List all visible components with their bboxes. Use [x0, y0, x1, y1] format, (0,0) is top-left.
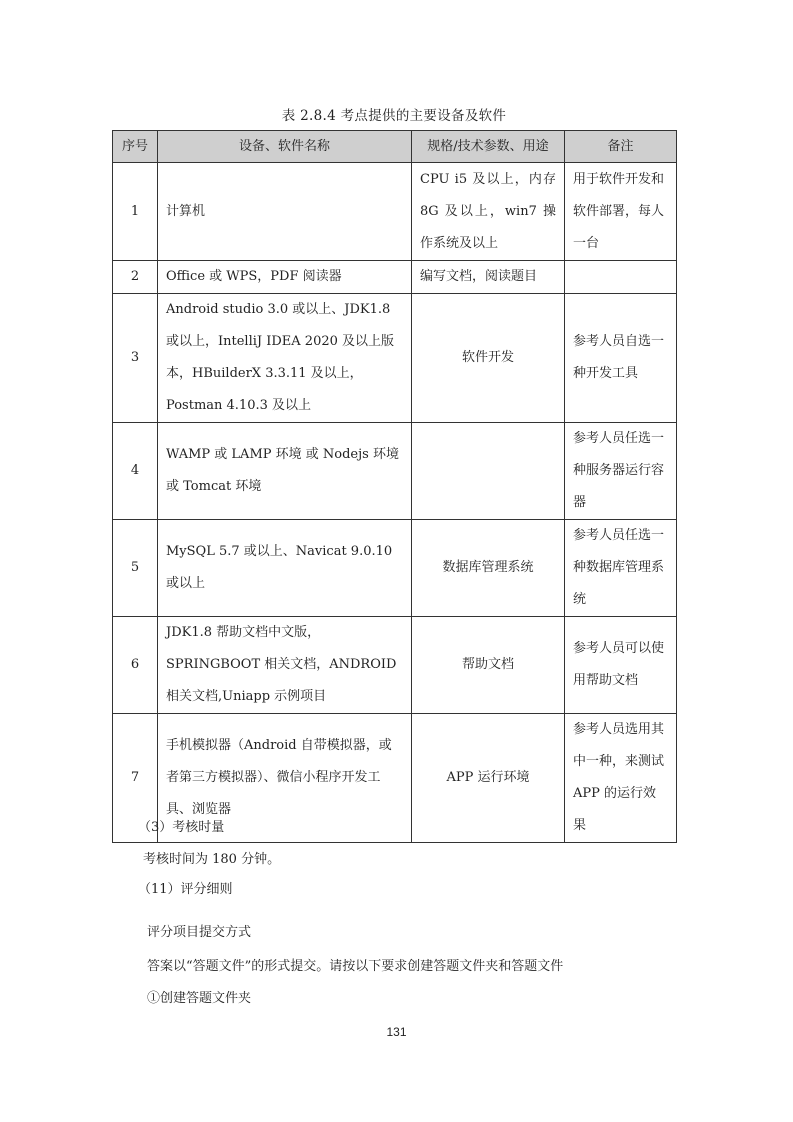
cell-note: 参考人员任选一种数据库管理系统: [565, 520, 677, 617]
cell-no: 1: [113, 163, 158, 261]
cell-spec: 数据库管理系统: [412, 520, 565, 617]
table-row: [113, 423, 677, 520]
exam-duration-text: 考核时间为 180 分钟。: [143, 852, 281, 867]
cell-name: 计算机: [158, 163, 412, 261]
cell-no: 3: [113, 294, 158, 423]
cell-note: 参考人员自选一种开发工具: [565, 294, 677, 423]
cell-note: 参考人员可以使用帮助文档: [565, 617, 677, 714]
table-row: [113, 163, 677, 261]
cell-no: 6: [113, 617, 158, 714]
submission-instruction-text: 答案以“答题文件”的形式提交。请按以下要求创建答题文件夹和答题文件: [147, 959, 564, 974]
header-no: 序号: [113, 131, 158, 163]
cell-name: JDK1.8 帮助文档中文版，SPRINGBOOT 相关文档，ANDROID 相关文档,Uniapp 示例项目: [158, 617, 412, 714]
cell-no: 5: [113, 520, 158, 617]
cell-note: 用于软件开发和软件部署，每人一台: [565, 163, 677, 261]
cell-spec: 帮助文档: [412, 617, 565, 714]
cell-spec: [412, 423, 565, 520]
header-note: 备注: [565, 131, 677, 163]
cell-no: 2: [113, 261, 158, 294]
table-caption: 表 2.8.4 考点提供的主要设备及软件: [281, 108, 507, 124]
table-row: [113, 520, 677, 617]
cell-no: 4: [113, 423, 158, 520]
cell-note: 参考人员任选一种服务器运行容器: [565, 423, 677, 520]
cell-note: [565, 261, 677, 294]
equipment-table: [112, 130, 677, 843]
table-row: [113, 617, 677, 714]
header-name: 设备、软件名称: [158, 131, 412, 163]
cell-name: MySQL 5.7 或以上、Navicat 9.0.10 或以上: [158, 520, 412, 617]
cell-name: WAMP 或 LAMP 环境 或 Nodejs 环境 或 Tomcat 环境: [158, 423, 412, 520]
section-scoring-heading: （11）评分细则: [138, 882, 233, 897]
submission-method-heading: 评分项目提交方式: [147, 925, 252, 940]
cell-note: 参考人员选用其中一种，来测试 APP 的运行效果: [565, 714, 677, 843]
cell-name: Office 或 WPS，PDF 阅读器: [158, 261, 412, 294]
section-exam-duration-heading: （3）考核时量: [138, 820, 225, 835]
table-row: [113, 294, 677, 423]
cell-spec: 编写文档，阅读题目: [412, 261, 565, 294]
page-number: 131: [386, 1025, 407, 1039]
cell-spec: 软件开发: [412, 294, 565, 423]
cell-spec: APP 运行环境: [412, 714, 565, 843]
cell-spec: CPU i5 及以上，内存 8G 及以上，win7 操作系统及以上: [412, 163, 565, 261]
header-spec: 规格/技术参数、用途: [412, 131, 565, 163]
table-header-row: [113, 131, 677, 163]
table-row: [113, 261, 677, 294]
cell-name: Android studio 3.0 或以上、JDK1.8 或以上，IntelliJ IDEA 2020 及以上版本，HBuilderX 3.3.11 及以上，Postman 4.10.3 及以上: [158, 294, 412, 423]
cell-no: 7: [113, 714, 158, 843]
create-folder-step: ①创建答题文件夹: [147, 991, 252, 1006]
cell-name: 手机模拟器（Android 自带模拟器，或者第三方模拟器）、微信小程序开发工具、浏览器: [158, 714, 412, 843]
